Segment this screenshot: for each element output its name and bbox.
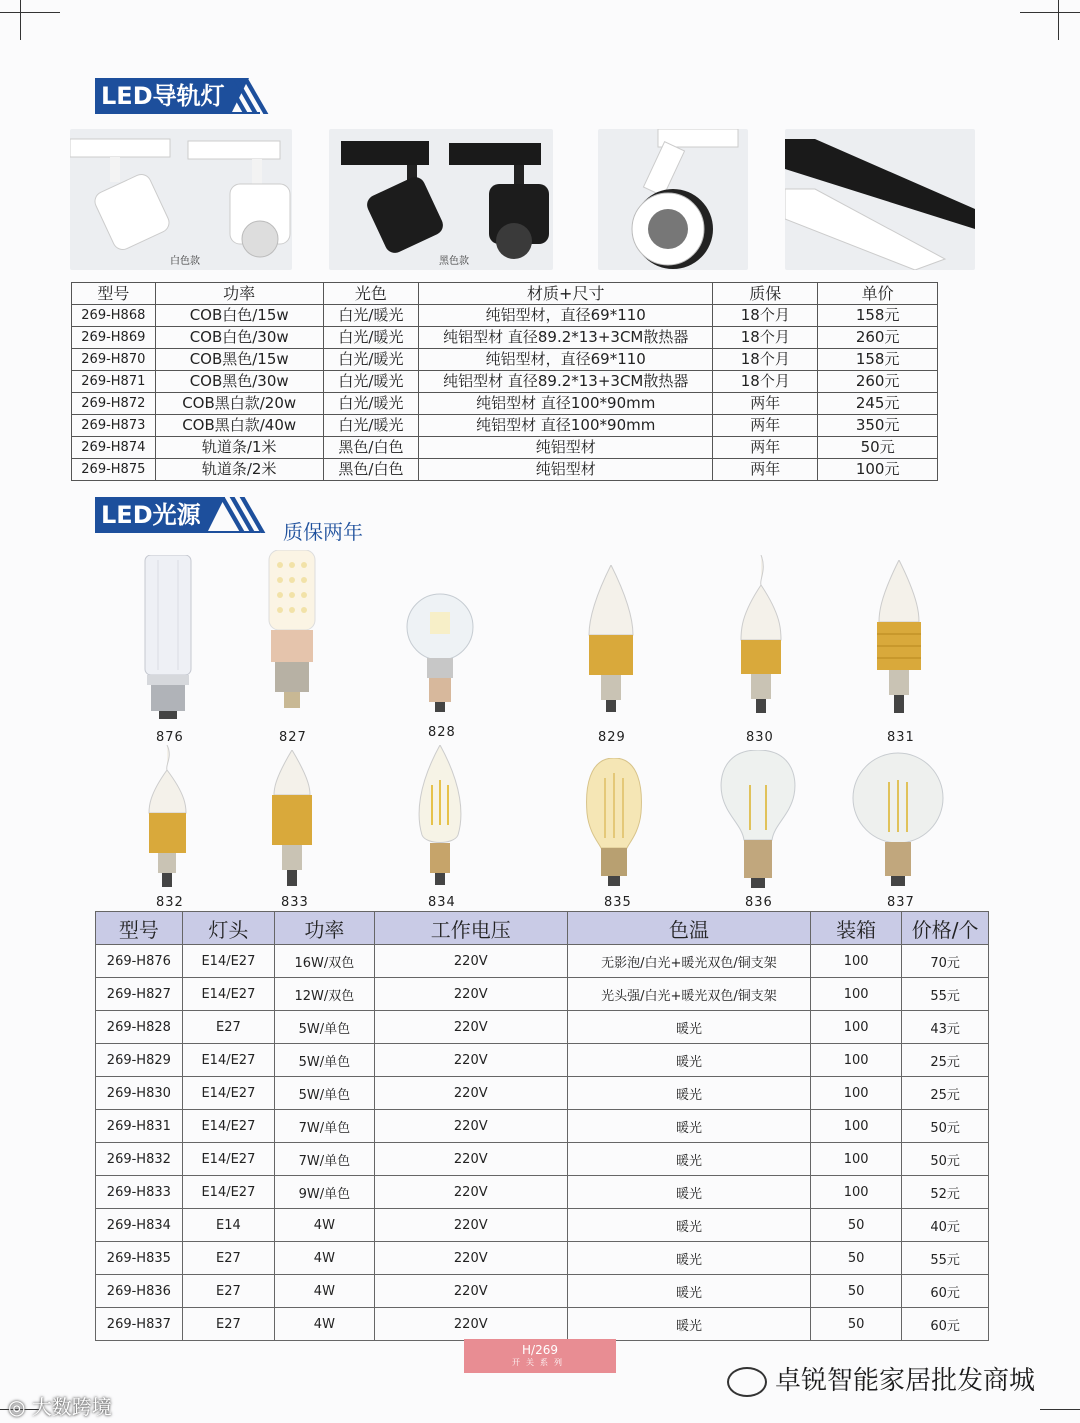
- column-header: 型号: [72, 283, 156, 305]
- table-row: [96, 1143, 989, 1176]
- table-cell: 269-H837: [96, 1308, 183, 1341]
- table-cell: 25元: [902, 1077, 989, 1110]
- section-title: LED光源: [95, 497, 207, 533]
- table-cell: COB黑白款/40w: [155, 415, 323, 437]
- table-cell: 100: [810, 1110, 901, 1143]
- globe-bulb-837-image: [851, 752, 946, 890]
- table-cell: COB黑色/15w: [155, 349, 323, 371]
- table-cell: 暖光: [567, 1044, 810, 1077]
- column-header: 功率: [275, 912, 374, 945]
- table-cell: 轨道条/1米: [155, 437, 323, 459]
- logo-icon: ◎: [8, 1395, 32, 1419]
- globe-bulb-828-image: [405, 592, 475, 717]
- table-cell: 白光/暖光: [323, 393, 418, 415]
- table-cell: 暖光: [567, 1077, 810, 1110]
- table-row: [96, 1308, 989, 1341]
- table-cell: 269-H872: [72, 393, 156, 415]
- table-row: [96, 1077, 989, 1110]
- table-cell: 白光/暖光: [323, 415, 418, 437]
- table-cell: E14/E27: [182, 1077, 274, 1110]
- table-cell: COB黑色/30w: [155, 371, 323, 393]
- bulb-code: 837: [887, 895, 915, 910]
- table-cell: 269-H831: [96, 1110, 183, 1143]
- table-cell: 269-H873: [72, 415, 156, 437]
- filament-candle-bulb-834-image: [412, 745, 468, 890]
- table-cell: 18个月: [713, 305, 818, 327]
- bulb-code: 830: [746, 730, 774, 745]
- table-cell: 暖光: [567, 1209, 810, 1242]
- candle-bulb-831-image: [873, 560, 925, 720]
- table-cell: 100: [810, 1044, 901, 1077]
- table-cell: 43元: [902, 1011, 989, 1044]
- series-label: 开关系列: [512, 1358, 568, 1367]
- table-row: [96, 1110, 989, 1143]
- photo-caption: 白色款: [170, 256, 200, 267]
- table-cell: 269-H830: [96, 1077, 183, 1110]
- column-header: 型号: [96, 912, 183, 945]
- table-row: [96, 1176, 989, 1209]
- bulb-code: 833: [281, 895, 309, 910]
- table-cell: 12W/双色: [275, 978, 374, 1011]
- wechat-watermark: [727, 1360, 1035, 1397]
- column-header: 光色: [323, 283, 418, 305]
- section-banner-light-source: [95, 497, 207, 533]
- table-cell: COB白色/30w: [155, 327, 323, 349]
- table-cell: 269-H829: [96, 1044, 183, 1077]
- column-header: 工作电压: [374, 912, 567, 945]
- tailed-candle-bulb-830-image: [735, 555, 787, 720]
- table-cell: 260元: [818, 371, 938, 393]
- table-cell: COB白色/15w: [155, 305, 323, 327]
- section-title: LED导轨灯: [95, 78, 231, 114]
- table-row: [72, 415, 938, 437]
- bulb-code: 834: [428, 895, 456, 910]
- photo-caption: 黑色款: [439, 256, 469, 267]
- candle-bulb-833-image: [268, 750, 316, 890]
- column-header: 材质+尺寸: [419, 283, 713, 305]
- table-cell: 52元: [902, 1176, 989, 1209]
- table-cell: 两年: [713, 393, 818, 415]
- table-cell: 220V: [374, 1275, 567, 1308]
- warranty-subtitle: 质保两年: [283, 520, 363, 544]
- table-cell: 两年: [713, 437, 818, 459]
- table-row: [72, 349, 938, 371]
- table-cell: E14/E27: [182, 978, 274, 1011]
- table-cell: 55元: [902, 1242, 989, 1275]
- table-cell: 220V: [374, 1209, 567, 1242]
- table-cell: 无影泡/白光+暖光双色/铜支架: [567, 945, 810, 978]
- table-cell: 220V: [374, 1242, 567, 1275]
- table-cell: 16W/双色: [275, 945, 374, 978]
- table-cell: 269-H834: [96, 1209, 183, 1242]
- table-cell: 50: [810, 1242, 901, 1275]
- table-cell: 100: [810, 1176, 901, 1209]
- column-header: 价格/个: [902, 912, 989, 945]
- table-cell: E14: [182, 1209, 274, 1242]
- table-cell: 纯铝型材，直径69*110: [419, 349, 713, 371]
- table-row: [96, 978, 989, 1011]
- table-cell: 4W: [275, 1242, 374, 1275]
- table-cell: 220V: [374, 1176, 567, 1209]
- crop-mark: [1020, 12, 1080, 13]
- table-cell: 220V: [374, 1110, 567, 1143]
- white-track-light-image: [70, 129, 292, 270]
- column-header: 单价: [818, 283, 938, 305]
- page-number-tag: [464, 1339, 616, 1373]
- corner-watermark: [8, 1391, 112, 1420]
- table-cell: 18个月: [713, 349, 818, 371]
- table-cell: 黑色/白色: [323, 437, 418, 459]
- cob-spot-image: [598, 129, 748, 270]
- table-cell: 55元: [902, 978, 989, 1011]
- bulb-code: 831: [887, 730, 915, 745]
- crop-mark: [0, 12, 60, 13]
- column-header: 装箱: [810, 912, 901, 945]
- table-cell: E27: [182, 1242, 274, 1275]
- corn-bulb-827-image: [265, 550, 320, 720]
- wechat-icon: [727, 1367, 767, 1397]
- table-cell: 轨道条/2米: [155, 459, 323, 481]
- table-row: [96, 945, 989, 978]
- corn-bulb-876-image: [143, 555, 193, 720]
- table-cell: 白光/暖光: [323, 349, 418, 371]
- table-header-row: [96, 912, 989, 945]
- column-header: 功率: [155, 283, 323, 305]
- table-row: [96, 1044, 989, 1077]
- table-cell: 269-H833: [96, 1176, 183, 1209]
- table-cell: 5W/单色: [275, 1044, 374, 1077]
- table-cell: 暖光: [567, 1308, 810, 1341]
- table-row: [72, 393, 938, 415]
- table-cell: 100: [810, 1077, 901, 1110]
- banner-underline: [95, 531, 260, 533]
- table-cell: 9W/单色: [275, 1176, 374, 1209]
- table-cell: 220V: [374, 978, 567, 1011]
- table-cell: 白光/暖光: [323, 371, 418, 393]
- table-cell: E27: [182, 1011, 274, 1044]
- table-cell: 245元: [818, 393, 938, 415]
- table-cell: 暖光: [567, 1242, 810, 1275]
- table-row: [96, 1242, 989, 1275]
- table-cell: 269-H874: [72, 437, 156, 459]
- page-number: H/269: [522, 1343, 558, 1357]
- table-cell: 269-H828: [96, 1011, 183, 1044]
- table-cell: 5W/单色: [275, 1011, 374, 1044]
- table-row: [72, 371, 938, 393]
- table-cell: E14/E27: [182, 1044, 274, 1077]
- product-photo-cob-spot: [598, 129, 748, 270]
- table-cell: 40元: [902, 1209, 989, 1242]
- table-cell: 50元: [902, 1110, 989, 1143]
- table-cell: 暖光: [567, 1110, 810, 1143]
- candle-bulb-829-image: [585, 565, 637, 715]
- table-cell: 100元: [818, 459, 938, 481]
- table-cell: 269-H835: [96, 1242, 183, 1275]
- a-shape-bulb-836-image: [718, 750, 798, 890]
- table-cell: 黑色/白色: [323, 459, 418, 481]
- bulb-code: 836: [745, 895, 773, 910]
- table-row: [96, 1011, 989, 1044]
- table-cell: 100: [810, 978, 901, 1011]
- bulb-code: 835: [604, 895, 632, 910]
- table-cell: 7W/单色: [275, 1143, 374, 1176]
- column-header: 灯头: [182, 912, 274, 945]
- table-cell: 纯铝型材: [419, 437, 713, 459]
- table-cell: 269-H827: [96, 978, 183, 1011]
- table-cell: 70元: [902, 945, 989, 978]
- table-cell: 4W: [275, 1308, 374, 1341]
- table-cell: 269-H869: [72, 327, 156, 349]
- table-cell: E14/E27: [182, 1110, 274, 1143]
- section-banner-track-light: [95, 78, 231, 114]
- crop-mark: [1040, 1409, 1080, 1410]
- table-cell: 220V: [374, 1143, 567, 1176]
- table-cell: 158元: [818, 305, 938, 327]
- bulb-code: 829: [598, 730, 626, 745]
- track-light-table: [71, 282, 938, 481]
- table-cell: 4W: [275, 1275, 374, 1308]
- table-cell: 50: [810, 1209, 901, 1242]
- table-cell: 269-H871: [72, 371, 156, 393]
- table-row: [72, 305, 938, 327]
- table-cell: 5W/单色: [275, 1077, 374, 1110]
- table-row: [72, 459, 938, 481]
- table-cell: 269-H868: [72, 305, 156, 327]
- table-cell: 158元: [818, 349, 938, 371]
- light-source-table: [95, 911, 989, 1341]
- table-cell: 纯铝型材 直径100*90mm: [419, 415, 713, 437]
- table-cell: 纯铝型材 直径89.2*13+3CM散热器: [419, 327, 713, 349]
- table-cell: 18个月: [713, 371, 818, 393]
- table-cell: 269-H876: [96, 945, 183, 978]
- table-cell: 白光/暖光: [323, 305, 418, 327]
- table-cell: 7W/单色: [275, 1110, 374, 1143]
- table-cell: 50: [810, 1275, 901, 1308]
- table-cell: 100: [810, 945, 901, 978]
- table-cell: 350元: [818, 415, 938, 437]
- product-photo-white-track-light: [70, 129, 292, 270]
- table-cell: E14/E27: [182, 1176, 274, 1209]
- banner-underline: [95, 112, 260, 114]
- watermark-text: 大数跨境: [31, 1395, 112, 1419]
- table-cell: 纯铝型材，直径69*110: [419, 305, 713, 327]
- table-cell: 220V: [374, 1011, 567, 1044]
- crop-mark: [20, 0, 21, 40]
- table-cell: 18个月: [713, 327, 818, 349]
- bulb-code: 832: [156, 895, 184, 910]
- table-cell: 暖光: [567, 1275, 810, 1308]
- table-cell: 白光/暖光: [323, 327, 418, 349]
- table-cell: 50: [810, 1308, 901, 1341]
- table-cell: 260元: [818, 327, 938, 349]
- table-cell: 暖光: [567, 1176, 810, 1209]
- crop-mark: [1058, 0, 1059, 40]
- table-cell: 两年: [713, 459, 818, 481]
- table-cell: 100: [810, 1143, 901, 1176]
- table-cell: 4W: [275, 1209, 374, 1242]
- column-header: 色温: [567, 912, 810, 945]
- product-photo-track-rail: [785, 129, 975, 270]
- table-cell: 220V: [374, 1077, 567, 1110]
- table-cell: 暖光: [567, 1143, 810, 1176]
- table-header-row: [72, 283, 938, 305]
- edison-bulb-835-image: [583, 758, 645, 890]
- table-cell: 220V: [374, 1044, 567, 1077]
- table-cell: E14/E27: [182, 1143, 274, 1176]
- table-row: [96, 1209, 989, 1242]
- table-cell: 60元: [902, 1308, 989, 1341]
- bulb-code: 876: [156, 730, 184, 745]
- bulb-code: 828: [428, 725, 456, 740]
- table-cell: 纯铝型材 直径89.2*13+3CM散热器: [419, 371, 713, 393]
- table-row: [72, 327, 938, 349]
- table-cell: 纯铝型材: [419, 459, 713, 481]
- table-cell: 暖光: [567, 1011, 810, 1044]
- table-cell: COB黑白款/20w: [155, 393, 323, 415]
- table-cell: E27: [182, 1308, 274, 1341]
- table-cell: 100: [810, 1011, 901, 1044]
- table-cell: E14/E27: [182, 945, 274, 978]
- table-cell: 光头强/白光+暖光双色/铜支架: [567, 978, 810, 1011]
- table-cell: 50元: [902, 1143, 989, 1176]
- table-cell: 269-H875: [72, 459, 156, 481]
- table-cell: 两年: [713, 415, 818, 437]
- watermark-text: 卓锐智能家居批发商城: [775, 1366, 1036, 1396]
- bulb-code: 827: [279, 730, 307, 745]
- table-cell: 269-H836: [96, 1275, 183, 1308]
- table-cell: 269-H870: [72, 349, 156, 371]
- table-row: [96, 1275, 989, 1308]
- tailed-candle-bulb-832-image: [145, 745, 190, 890]
- track-rail-image: [785, 129, 975, 270]
- product-photo-black-track-light: [329, 129, 553, 270]
- table-cell: 269-H832: [96, 1143, 183, 1176]
- table-cell: 纯铝型材 直径100*90mm: [419, 393, 713, 415]
- table-cell: 220V: [374, 945, 567, 978]
- column-header: 质保: [713, 283, 818, 305]
- table-cell: E27: [182, 1275, 274, 1308]
- table-cell: 25元: [902, 1044, 989, 1077]
- table-cell: 50元: [818, 437, 938, 459]
- table-cell: 60元: [902, 1275, 989, 1308]
- table-row: [72, 437, 938, 459]
- black-track-light-image: [329, 129, 553, 270]
- table-cell: 220V: [374, 1308, 567, 1341]
